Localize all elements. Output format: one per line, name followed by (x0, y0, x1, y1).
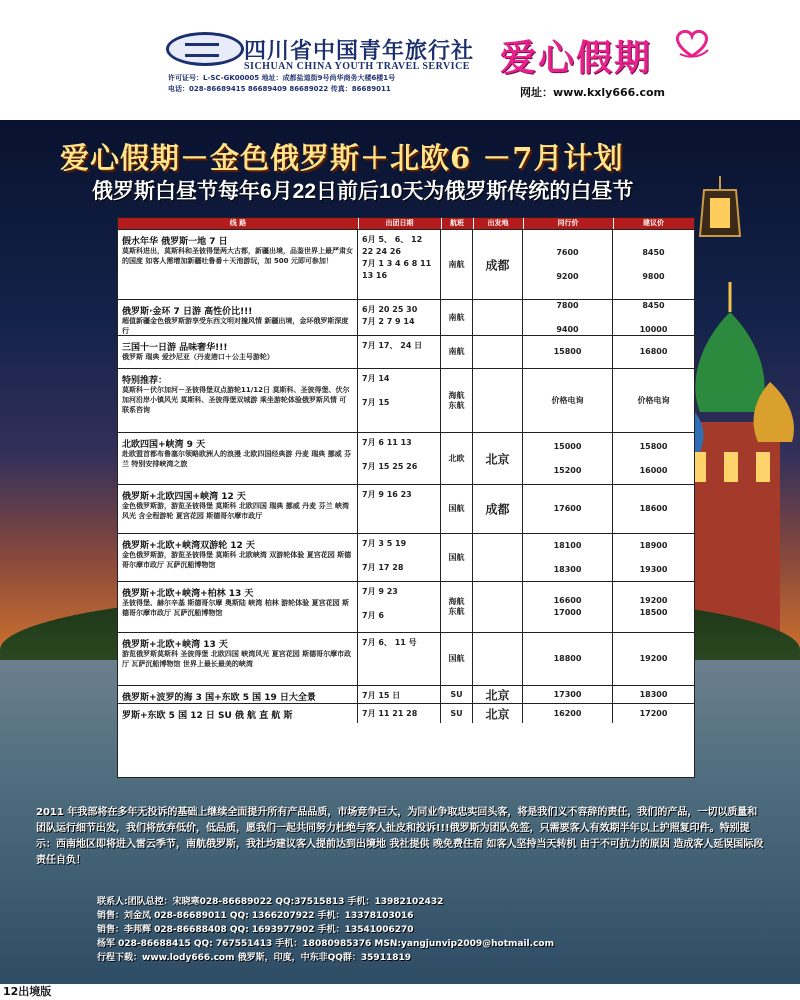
peer-price: 18100 18300 (553, 540, 582, 574)
website-link[interactable]: 网址：www.kxly666.com (520, 86, 665, 99)
suggested-price: 8450 9800 (642, 247, 665, 281)
suggested-price-cell (613, 336, 694, 368)
route-cell (118, 633, 358, 685)
contact-line: 联系人:团队总控：宋晓寒028-86689022 QQ:37515813 手机：13982102432 (97, 897, 444, 907)
peer-price: 16600 17000 (553, 596, 582, 617)
airline-cell (441, 336, 473, 368)
airline-cell (441, 686, 473, 703)
airline-code: 北欧 (448, 453, 465, 463)
dates-cell (358, 485, 441, 533)
departure-cell (473, 369, 523, 432)
peer-price: 15000 15200 (553, 441, 582, 475)
suggested-price: 19200 (639, 654, 668, 663)
dates-cell (358, 686, 441, 703)
heart-icon (672, 26, 712, 60)
route-description: 赴欧盟首都布鲁塞尔领略欧洲人的浪漫 北欧四国经典游 丹麦 瑞典 挪威 芬兰 特别安排峡湾之旅 (122, 450, 352, 468)
suggested-price: 18900 19300 (639, 540, 668, 574)
dates-cell (358, 633, 441, 685)
route-description: 超值新疆金色俄罗斯游享受东西文明对撞风情 新疆出境，金环俄罗斯深度行 (122, 317, 349, 335)
departure-dates: 7月 14 7月 15 (362, 374, 390, 407)
airline-cell (441, 633, 473, 685)
route-cell (118, 485, 358, 533)
route-cell (118, 534, 358, 581)
airline-code: 海航 东航 (448, 597, 465, 616)
dates-cell (358, 433, 441, 484)
route-title: 俄罗斯·金环 7 日游 高性价比!!! (122, 307, 253, 317)
suggested-price: 15800 16000 (639, 441, 668, 475)
header (0, 0, 800, 120)
suggested-price-cell (613, 300, 694, 335)
dates-cell (358, 230, 441, 299)
route-title: 特别推荐： (122, 376, 168, 386)
header-departure: 出发地 (473, 218, 524, 229)
company-name-cn: 四川省中国青年旅行社 (244, 38, 475, 64)
airline-cell (441, 433, 473, 484)
table-row (118, 368, 694, 432)
route-title: 罗斯+东欧 5 国 12 日 SU 俄 航 直 航 斯 (122, 711, 293, 721)
table-row (118, 335, 694, 368)
suggested-price: 19200 18500 (639, 596, 668, 617)
airline-cell (441, 582, 473, 632)
suggested-price: 8450 10000 (639, 300, 668, 334)
departure-dates: 7月 3 5 19 7月 17 28 (362, 539, 407, 572)
route-description: 莫斯科－伏尔加河－圣彼得堡双点游轮11/12日 莫斯科、圣彼得堡、伏尔加河沿岸小镇风光 莫斯科、圣彼得堡双城游 乘坐游轮体验俄罗斯风情 可联系咨询 (122, 386, 350, 414)
airline-cell (441, 369, 473, 432)
airline-code: 南航 (448, 312, 465, 322)
header-peer-price: 同行价 (523, 218, 614, 229)
departure-cell (473, 433, 523, 484)
departure-dates: 7月 17、 24 日 (362, 341, 423, 350)
header-airline: 航班 (441, 218, 474, 229)
airline-code: 南航 (448, 347, 465, 356)
airline-code: 海航 东航 (448, 390, 465, 410)
page-title: 爱心假期－金色俄罗斯＋北欧6 －7月计划 (60, 141, 624, 175)
header-dates: 出团日期 (358, 218, 442, 229)
peer-price: 价格电询 (551, 395, 584, 405)
airline-cell (441, 534, 473, 581)
peer-price-cell (523, 369, 613, 432)
route-cell (118, 300, 358, 335)
airline-cell (441, 704, 473, 723)
page-footer: 12出境版 (0, 984, 800, 1000)
airline-code: 国航 (448, 552, 465, 562)
contact-line: 销售：刘金凤 028-86689011 QQ: 1366207922 手机：13378103016 (97, 911, 414, 921)
route-title: 北欧四国+峡湾 9 天 (122, 440, 206, 450)
route-title: 俄罗斯+北欧+峡湾+柏林 13 天 (122, 589, 254, 599)
dates-cell (358, 369, 441, 432)
airline-cell (441, 485, 473, 533)
departure-dates: 6月 20 25 30 7月 2 7 9 14 (362, 305, 418, 326)
airline-code: 南航 (448, 259, 465, 269)
dates-cell (358, 300, 441, 335)
departure-city: 北京 (485, 452, 510, 466)
header-route: 线 路 (118, 218, 359, 229)
header-suggested-price: 建议价 (643, 219, 664, 227)
departure-city: 北京 (485, 688, 510, 702)
suggested-price-cell (613, 582, 694, 632)
dates-cell (358, 582, 441, 632)
peer-price-cell (523, 485, 613, 533)
suggested-price: 18600 (639, 504, 668, 513)
table-row (118, 432, 694, 484)
suggested-price-cell (613, 633, 694, 685)
route-description: 金色俄罗斯游，游览圣彼得堡 莫斯科 北欧四国 瑞典 挪威 丹麦 芬兰 峡湾风光 含全程游轮 夏宫花园 斯德哥尔摩市政厅 (122, 502, 350, 520)
departure-cell (473, 485, 523, 533)
suggested-price-cell (613, 369, 694, 432)
suggested-price: 16800 (639, 347, 668, 356)
contact-line: 销售：李邦辉 028-86688408 QQ: 1693977902 手机：13541006270 (97, 925, 414, 935)
peer-price: 16200 (553, 708, 582, 718)
route-cell (118, 230, 358, 299)
departure-dates: 7月 11 21 28 (362, 709, 418, 718)
peer-price-cell (523, 633, 613, 685)
suggested-price-cell (613, 704, 694, 723)
departure-dates: 7月 15 日 (362, 691, 401, 700)
table-row (118, 685, 694, 703)
suggested-price-cell (613, 686, 694, 703)
departure-dates: 7月 9 16 23 (362, 490, 412, 499)
peer-price-cell (523, 704, 613, 723)
dates-cell (358, 336, 441, 368)
peer-price: 15800 (553, 347, 582, 356)
suggested-price-cell (613, 534, 694, 581)
departure-city: 北京 (485, 707, 510, 721)
peer-price-cell (523, 534, 613, 581)
departure-cell (473, 336, 523, 368)
table-row (118, 299, 694, 335)
route-cell (118, 369, 358, 432)
departure-cell (473, 704, 523, 723)
route-description: 金色俄罗斯游，游览圣彼得堡 莫斯科 北欧峡湾 双游轮体验 夏宫花园 斯德哥尔摩市政厅 瓦萨沉船博物馆 (122, 551, 352, 569)
route-title: 俄罗斯+波罗的海 3 国+东欧 5 国 19 日大全景 (122, 693, 316, 703)
suggested-price: 18300 (639, 689, 668, 699)
table-row (118, 703, 694, 723)
peer-price-cell (523, 230, 613, 299)
peer-price-cell (523, 336, 613, 368)
peer-price: 18800 (553, 654, 582, 663)
table-header-row (118, 218, 694, 229)
route-description: 游览俄罗斯莫斯科 圣彼得堡 北欧四国 峡湾风光 夏宫花园 斯德哥尔摩市政厅 瓦萨沉船博物馆 世界上最长最美的峡湾 (122, 650, 352, 668)
airline-cell (441, 230, 473, 299)
dates-cell (358, 534, 441, 581)
airline-code: 国航 (448, 654, 465, 663)
route-description: 俄罗斯 瑞典 爱沙尼亚（丹麦港口＋公主号游轮） (122, 353, 274, 361)
departure-dates: 7月 6、 11 号 (362, 638, 417, 647)
departure-dates: 7月 9 23 7月 6 (362, 587, 398, 620)
peer-price: 17600 (553, 504, 582, 513)
departure-cell (473, 633, 523, 685)
departure-dates: 6月 5、 6、 12 22 24 26 7月 1 3 4 6 8 11 13 16 (362, 235, 432, 280)
brand-logo: 爱心假期 (500, 37, 653, 79)
peer-price: 7800 9400 (556, 300, 579, 334)
airline-code: SU (450, 708, 463, 718)
page-subtitle: 俄罗斯白昼节每年6月22日前后10天为俄罗斯传统的白昼节 (92, 180, 634, 203)
route-title: 假水年华 俄罗斯一地 7 日 (122, 237, 228, 247)
departure-cell (473, 534, 523, 581)
table-row (118, 484, 694, 533)
route-cell (118, 433, 358, 484)
contact-line: 杨军 028-86688415 QQ: 767551413 手机：18080985376 MSN:yangjunvip2009@hotmail.com (97, 939, 554, 949)
table-row (118, 533, 694, 581)
departure-cell (473, 582, 523, 632)
table-row (118, 581, 694, 632)
suggested-price: 17200 (639, 708, 668, 718)
departure-city: 成都 (485, 502, 510, 517)
airline-code: SU (450, 689, 463, 699)
departure-city: 成都 (485, 258, 510, 272)
license-line: 许可证号：L-SC-GK00005 地址：成都盐道街9号尚华商务大楼6楼1号 (168, 74, 396, 82)
peer-price-cell (523, 300, 613, 335)
phone-line: 电话：028-86689415 86689409 86689022 传真：86689011 (168, 85, 391, 93)
notice-text: 2011 年我部将在多年无投诉的基础上继续全面提升所有产品品质，市场竞争巨大，为同业争取忠实回头客，将是我们义不容辞的责任，我们的产品，一切以质量和团队运行细节出发，我们将放弃低价，低品质，愿我们一起共同努力杜绝与客人扯皮和投诉!!!俄罗斯为团队免签，只需要客人有效期半年以上护照复印件。特别提示：西南地区即将进入雷云季节，南航俄罗斯，我社均建议客人提前达到出境地 我社提供 晚免费住宿 如客人坚持当天转机 由于不可抗力的原因 造成客人延误国际段 责任自负！ (36, 807, 764, 866)
table-row (118, 632, 694, 685)
route-title: 俄罗斯+北欧+峡湾 13 天 (122, 640, 228, 650)
departure-dates: 7月 6 11 13 7月 15 25 26 (362, 438, 418, 471)
table-row (118, 229, 694, 299)
company-name-en: SICHUAN CHINA YOUTH TRAVEL SERVICE (244, 61, 470, 72)
peer-price: 17300 (553, 689, 582, 699)
contact-line: 行程下载：www.lody666.com 俄罗斯，印度，中东非QQ群：35911819 (97, 953, 411, 963)
dates-cell (358, 704, 441, 723)
peer-price: 7600 9200 (556, 247, 579, 281)
route-title: 三国十一日游 品味奢华!!! (122, 343, 228, 353)
peer-price-cell (523, 686, 613, 703)
route-title: 俄罗斯+北欧四国+峡湾 12 天 (122, 492, 246, 502)
route-description: 圣彼得堡、赫尔辛基 斯德哥尔摩 奥斯陆 峡湾 柏林 游轮体验 夏宫花园 斯德哥尔摩市政厅 瓦萨沉船博物馆 (122, 599, 350, 617)
route-cell (118, 582, 358, 632)
departure-cell (473, 686, 523, 703)
suggested-price: 价格电询 (637, 395, 670, 405)
company-logo-icon (166, 32, 244, 66)
route-cell (118, 336, 358, 368)
route-description: 莫斯科进出，莫斯科和圣彼得堡两大古都，新疆出境，品鉴世界上最严肃女的国度 如客人需增加新疆吐鲁番＋天池游玩，加 500 元即可参加！ (122, 247, 353, 265)
suggested-price-cell (613, 433, 694, 484)
contact-block (97, 895, 737, 965)
route-cell (118, 704, 358, 723)
peer-price-cell (523, 433, 613, 484)
departure-cell (473, 300, 523, 335)
route-cell (118, 686, 358, 703)
airline-code: 国航 (448, 504, 465, 513)
departure-cell (473, 230, 523, 299)
route-title: 俄罗斯+北欧+峡湾双游轮 12 天 (122, 541, 255, 551)
suggested-price-cell (613, 230, 694, 299)
peer-price-cell (523, 582, 613, 632)
airline-cell (441, 300, 473, 335)
itinerary-table (117, 217, 695, 778)
suggested-price-cell (613, 485, 694, 533)
